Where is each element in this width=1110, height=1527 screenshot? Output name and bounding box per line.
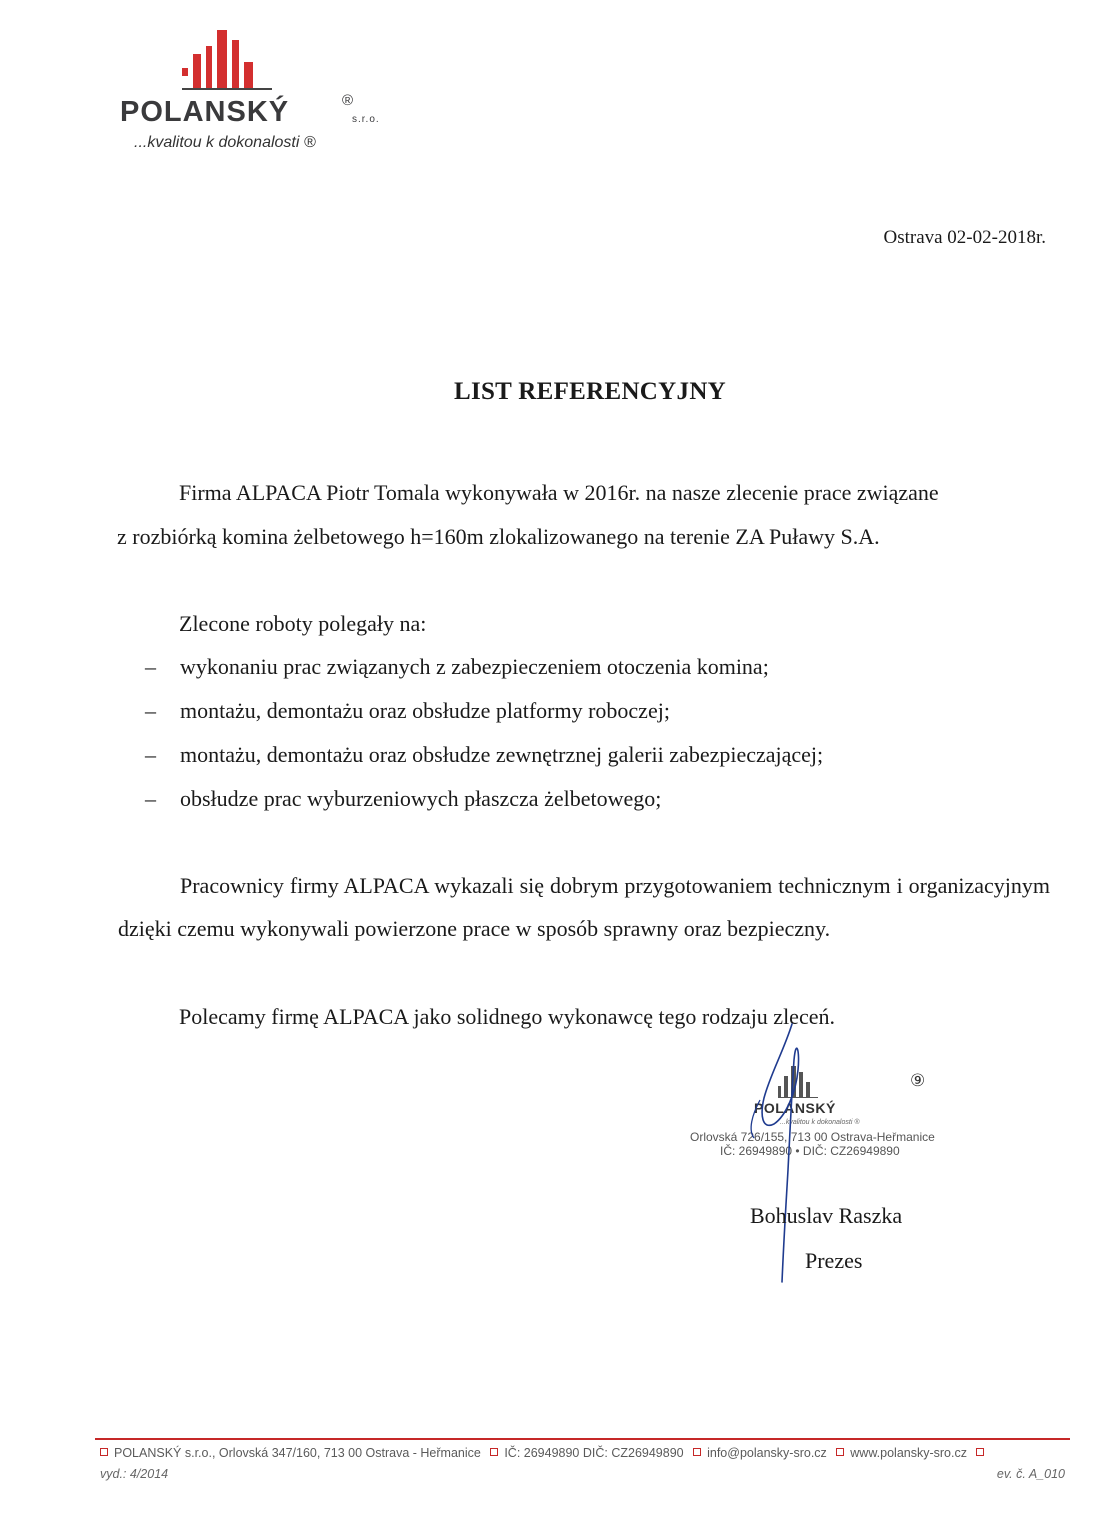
list-item: – montażu, demontażu oraz obsłudze zewnętrznej galerii zabezpieczającej; — [145, 742, 824, 767]
footer-evidence-number: ev. č. A_010 — [996, 1467, 1065, 1481]
paragraph-assessment-text: Pracownicy firmy ALPACA wykazali się dobrym przygotowaniem technicznym i organizacyjnym dzięki czemu wykonywali powierzone prace w sposób sprawny oraz bezpieczny. — [118, 873, 1050, 941]
tasks-intro: Zlecone roboty polegały na: — [179, 611, 427, 636]
paragraph-recommendation: Polecamy firmę ALPACA jako solidnego wykonawcę tego rodzaju zleceń. — [179, 1004, 835, 1029]
bullet-square-icon — [490, 1448, 498, 1456]
task-text: montażu, demontażu oraz obsłudze platformy roboczej; — [180, 698, 670, 723]
footer-tax-ids: IČ: 26949890 DIČ: CZ26949890 — [504, 1446, 684, 1460]
letter-date: Ostrava 02-02-2018r. — [883, 227, 1046, 248]
signatory-role: Prezes — [805, 1248, 863, 1273]
bullet-square-icon — [693, 1448, 701, 1456]
logo-name: POLANSKÝ — [120, 96, 290, 128]
paragraph-assessment — [118, 864, 1050, 950]
footer-website: www.polansky-sro.cz — [850, 1446, 967, 1460]
stamp-name: POLANSKÝ — [754, 1100, 836, 1116]
bullet-square-icon — [100, 1448, 108, 1456]
letter-title: LIST REFERENCYJNY — [453, 378, 727, 405]
task-text: obsłudze prac wyburzeniowych płaszcza żelbetowego; — [180, 786, 662, 811]
footer-company: POLANSKÝ s.r.o., Orlovská 347/160, 713 00 Ostrava - Heřmanice — [114, 1446, 481, 1460]
footer-divider — [95, 1438, 1070, 1440]
footer-version: vyd.: 4/2014 — [100, 1467, 169, 1481]
paragraph-intro — [117, 471, 1057, 559]
logo-registered-mark: ® — [342, 92, 354, 109]
logo-suffix: s.r.o. — [352, 114, 380, 125]
bullet-square-icon — [836, 1448, 844, 1456]
task-text: wykonaniu prac związanych z zabezpieczeniem otoczenia komina; — [180, 654, 769, 679]
task-text: montażu, demontażu oraz obsłudze zewnętrznej galerii zabezpieczającej; — [180, 742, 824, 767]
stamp-tagline: ...kvalitou k dokonalosti ® — [780, 1119, 860, 1126]
stamp-address: Orlovská 726/155, 713 00 Ostrava-Heřmanice — [690, 1130, 935, 1144]
task-list — [145, 645, 823, 821]
bullet-square-icon — [976, 1448, 984, 1456]
list-item: – wykonaniu prac związanych z zabezpieczeniem otoczenia komina; — [145, 654, 769, 679]
logo-buildings-icon — [182, 28, 272, 90]
list-item: – montażu, demontażu oraz obsłudze platformy roboczej; — [145, 698, 670, 723]
paragraph-intro-line-1: Firma ALPACA Piotr Tomala wykonywała w 2016r. na nasze zlecenie prace związane — [179, 480, 939, 505]
company-logo — [120, 28, 400, 163]
stamp-tax-ids: IČ: 26949890 • DIČ: CZ26949890 — [720, 1144, 900, 1158]
paragraph-intro-line-2: z rozbiórką komina żelbetowego h=160m zlokalizowanego na terenie ZA Puławy S.A. — [117, 524, 880, 549]
stamp-number: ⑨ — [910, 1071, 926, 1090]
logo-tagline: ...kvalitou k dokonalosti ® — [134, 134, 316, 151]
signatory-name: Bohuslav Raszka — [750, 1203, 903, 1228]
footer-email: info@polansky-sro.cz — [707, 1446, 827, 1460]
footer-contact — [100, 1446, 990, 1460]
list-item: – obsłudze prac wyburzeniowych płaszcza żelbetowego; — [145, 786, 662, 811]
